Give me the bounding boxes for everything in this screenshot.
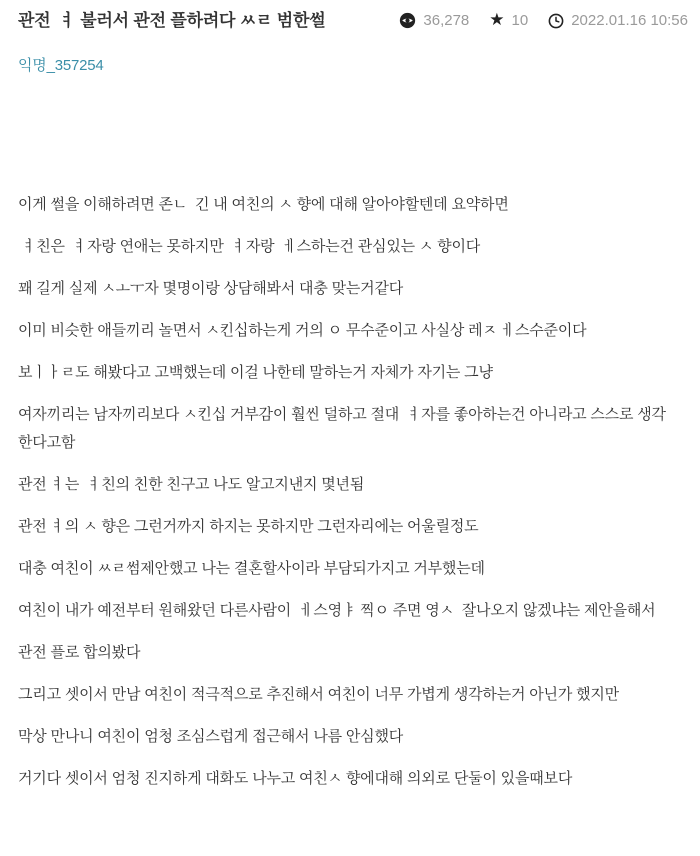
post-body — [0, 88, 700, 793]
eye-icon — [399, 12, 416, 29]
post-paragraph: 관전 플로 합의봤다 — [18, 644, 141, 661]
post-header — [0, 0, 700, 32]
post-paragraph: 여자끼리는 남자끼리보다 ㅅ킨십 거부감이 훨씬 덜하고 절대 ㅕ자를 좋아하는건 아니라고 스스로 생각한다고함 — [18, 406, 666, 451]
views-stat — [399, 12, 469, 29]
star-icon: ★ — [489, 10, 505, 29]
author-row — [0, 32, 700, 88]
time-stat — [548, 12, 688, 29]
post-stats — [399, 12, 688, 29]
post-paragraph: 이미 비슷한 애들끼리 놀면서 ㅅ킨십하는게 거의 ㅇ 무수준이고 사실상 레ㅈ ㅔ스수준이다 — [18, 322, 587, 339]
post-paragraph: 대충 여친이 ㅆㄹ썸제안했고 나는 결혼할사이라 부담되가지고 거부했는데 — [18, 560, 485, 577]
post-paragraph: 막상 만나니 여친이 엄청 조심스럽게 접근해서 나름 안심했다 — [18, 728, 404, 745]
stars-stat — [489, 12, 528, 29]
clock-icon — [548, 13, 564, 29]
post-paragraph: ㅕ친은 ㅕ자랑 연애는 못하지만 ㅕ자랑 ㅔ스하는건 관심있는 ㅅ 향이다 — [18, 238, 481, 255]
post-timestamp: 2022.01.16 10:56 — [571, 12, 688, 29]
post-paragraph: 거기다 셋이서 엄청 진지하게 대화도 나누고 여친ㅅ 향에대해 의외로 단둘이 있을때보다 — [18, 770, 573, 787]
post-paragraph: 보ㅣㅏㄹ도 해봤다고 고백했는데 이걸 나한테 말하는거 자체가 자기는 그냥 — [18, 364, 493, 381]
post-paragraph: 이게 썰을 이해하려면 존ㄴ 긴 내 여친의 ㅅ 향에 대해 알아야할텐데 요약하면 — [18, 196, 509, 213]
post-paragraph: 여친이 내가 예전부터 원해왔던 다른사람이 ㅔ스영ㅑ 찍ㅇ 주면 영ㅅ 잘나오지 않겠냐는 제안을해서 — [18, 602, 656, 619]
post-paragraph: 관전 ㅕ의 ㅅ 향은 그런거까지 하지는 못하지만 그런자리에는 어울릴정도 — [18, 518, 479, 535]
post-title: 관전 ㅕ 불러서 관전 플하려다 ㅆㄹ 범한썰 — [18, 11, 326, 30]
post-paragraph: 꽤 길게 실제 ㅅㅗㅜ자 몇명이랑 상담해봐서 대충 맞는거같다 — [18, 280, 404, 297]
author-name: 익명_357254 — [18, 57, 104, 74]
stars-count: 10 — [511, 12, 529, 29]
post-paragraph: 그리고 셋이서 만남 여친이 적극적으로 추진해서 여친이 너무 가볍게 생각하는거 아닌가 했지만 — [18, 686, 619, 703]
views-count: 36,278 — [423, 12, 470, 29]
post-paragraph: 관전 ㅕ는 ㅕ친의 친한 친구고 나도 알고지낸지 몇년됨 — [18, 476, 365, 493]
